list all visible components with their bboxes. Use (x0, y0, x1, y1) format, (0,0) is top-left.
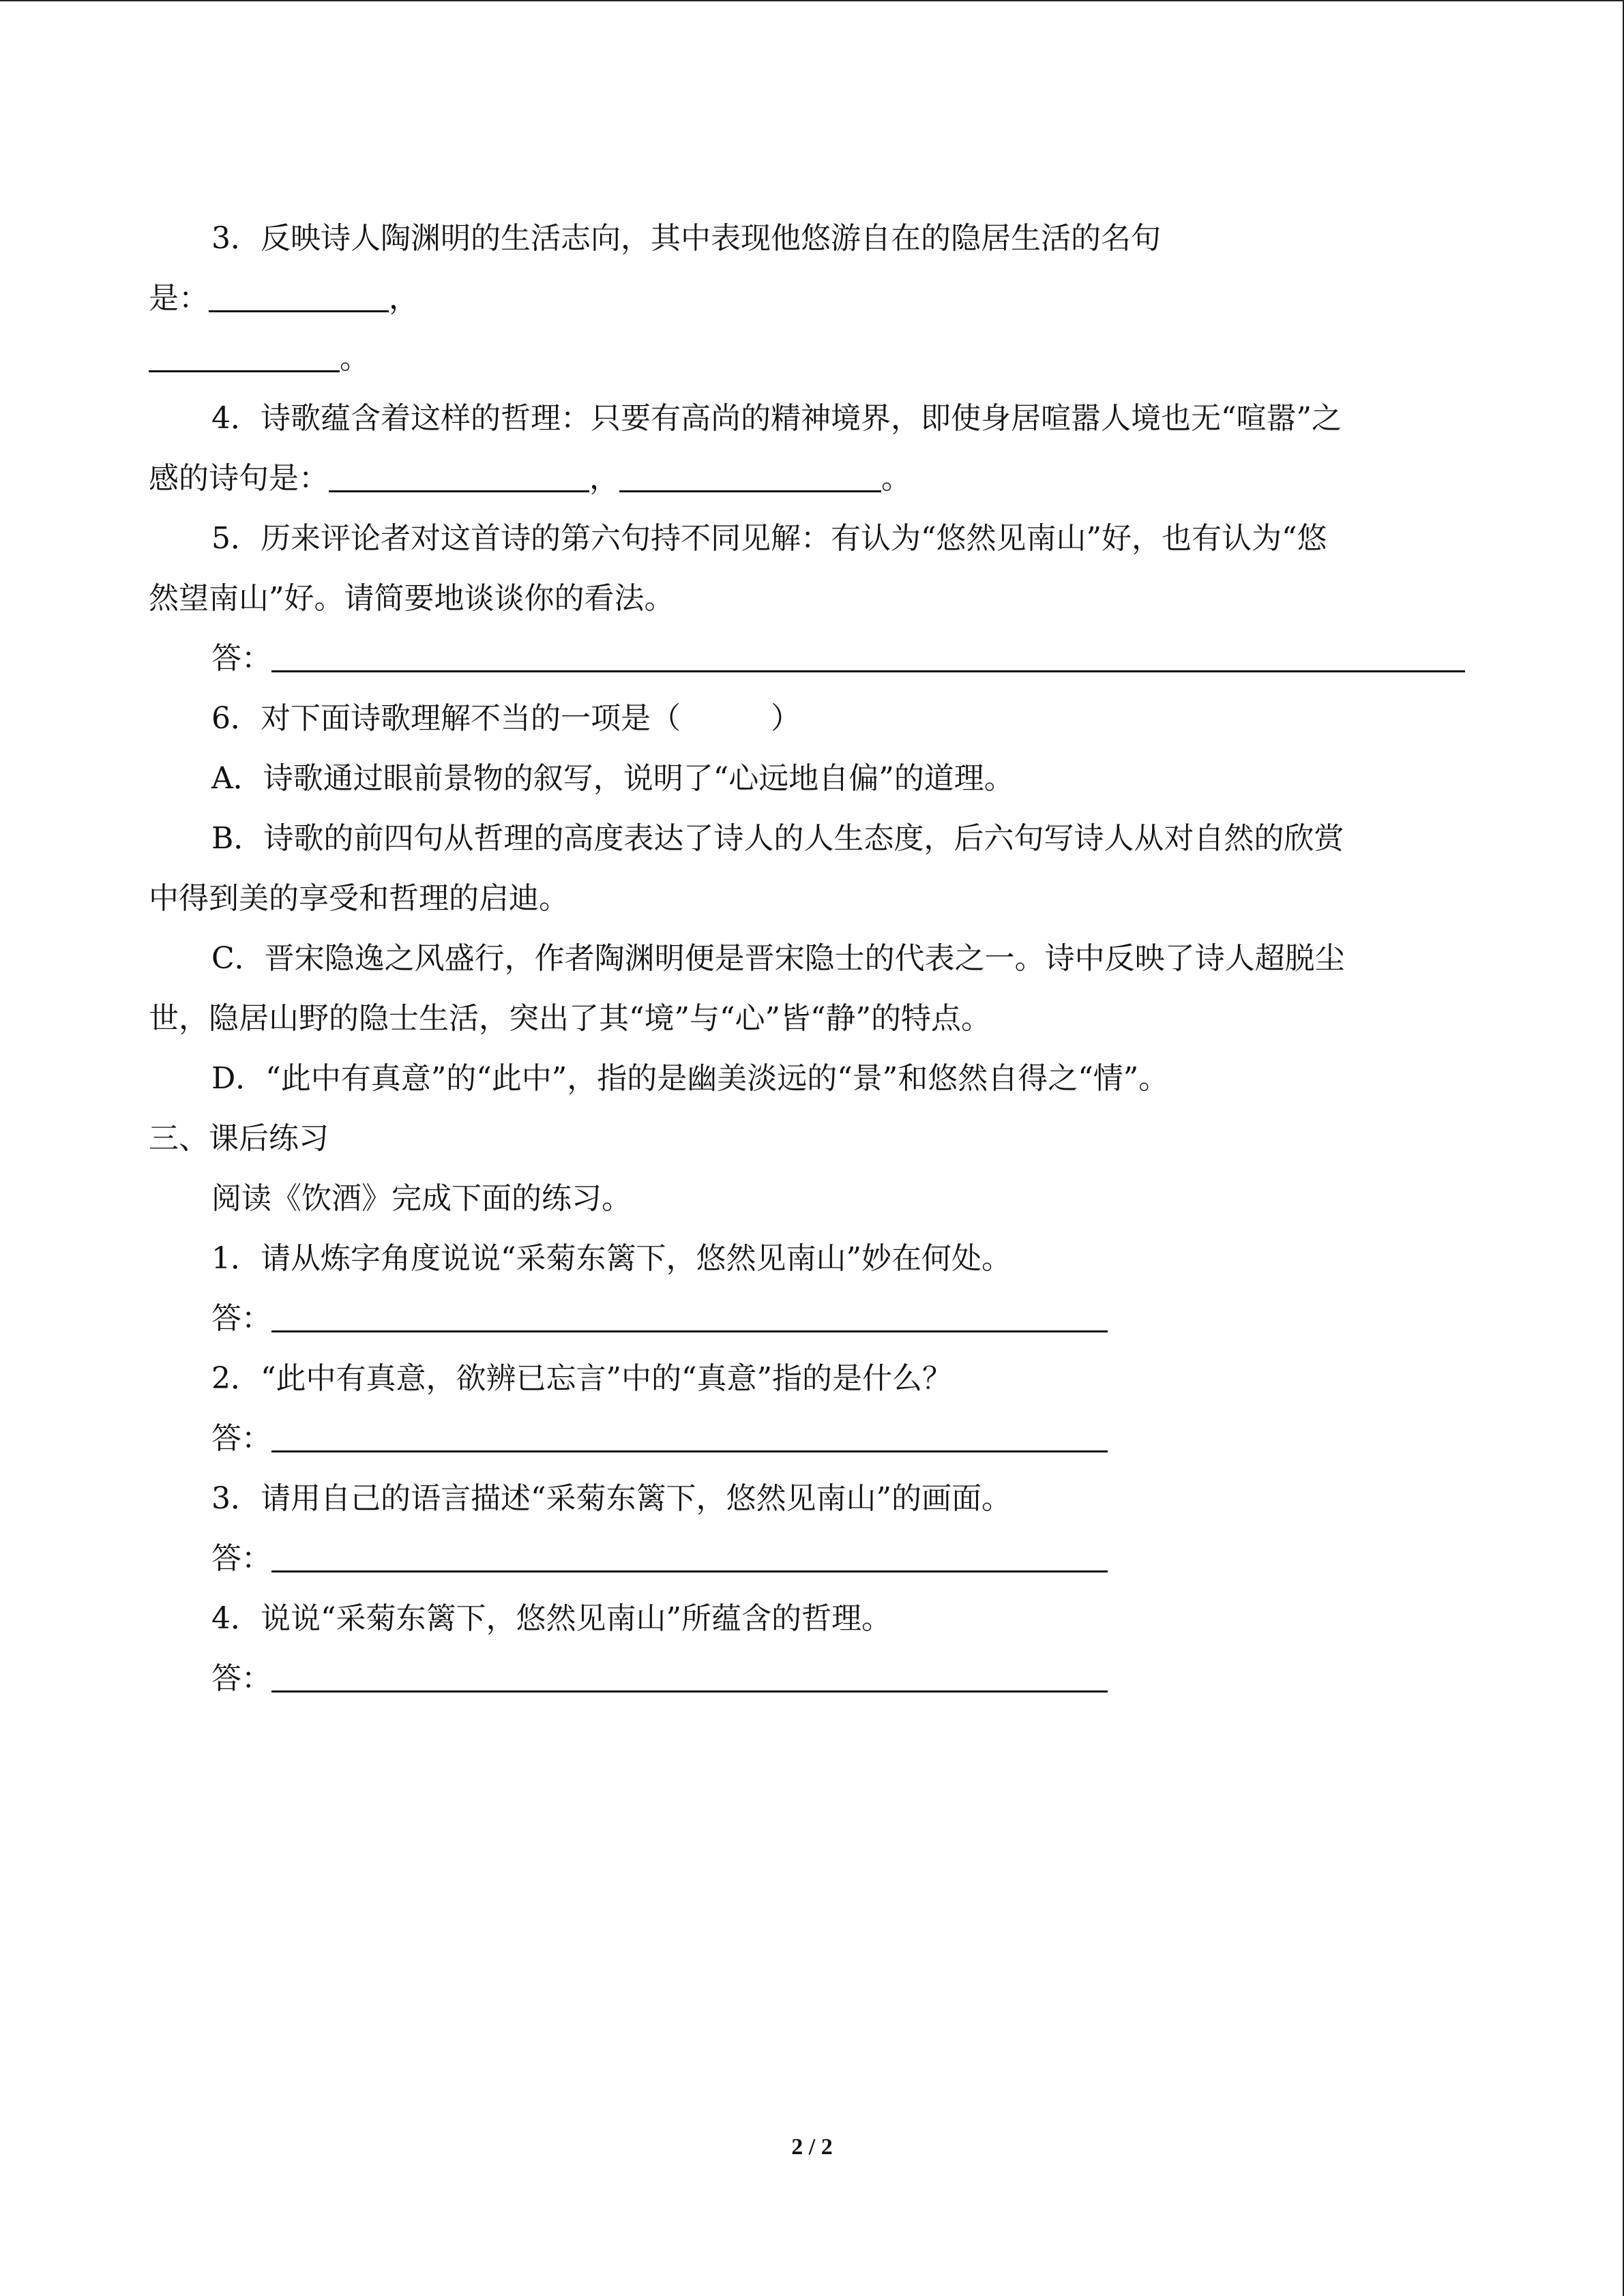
page-number: 2 / 2 (791, 2134, 833, 2160)
exercise-3-answer-label: 答： (211, 1541, 271, 1576)
q4-comma: ， (589, 461, 619, 496)
q4-period: 。 (881, 461, 911, 496)
q4-blank-2[interactable] (619, 460, 881, 492)
q6-option-a: A．诗歌通过眼前景物的叙写，说明了“心远地自偏”的道理。 (211, 761, 1014, 796)
exercise-3-answer-line[interactable] (271, 1540, 1108, 1572)
exercise-1-text: 1．请从炼字角度说说“采菊东篱下，悠然见南山”妙在何处。 (211, 1241, 1012, 1276)
section3-heading: 三、课后练习 (149, 1121, 329, 1156)
q3-blank-1[interactable] (209, 280, 389, 312)
q3-blank-2[interactable] (149, 340, 340, 372)
q5-line2: 然望南山”好。请简要地谈谈你的看法。 (149, 581, 675, 616)
exercise-2-answer-label: 答： (211, 1421, 271, 1456)
exercise-2-text: 2．“此中有真意，欲辨已忘言”中的“真意”指的是什么？ (211, 1361, 952, 1396)
exercise-4-answer-line[interactable] (271, 1660, 1108, 1693)
q6-option-b-line1: B．诗歌的前四句从哲理的高度表达了诗人的人生态度，后六句写诗人从对自然的欣赏 (211, 821, 1344, 856)
q3-comma: ， (389, 281, 419, 316)
q4-line1: 4．诗歌蕴含着这样的哲理：只要有高尚的精神境界，即使身居喧嚣人境也无“喧嚣”之 (211, 401, 1342, 436)
exercise-3-answer-row (149, 1529, 1475, 1589)
exercise-2-answer-row (149, 1409, 1475, 1469)
q3-line3 (149, 329, 1475, 389)
worksheet-content (149, 209, 1475, 1709)
section3-intro: 阅读《饮酒》完成下面的练习。 (211, 1181, 632, 1216)
exercise-1-answer-label: 答： (211, 1301, 271, 1336)
q3-period: 。 (340, 341, 370, 376)
exercise-4-text: 4．说说“采菊东篱下，悠然见南山”所蕴含的哲理。 (211, 1601, 891, 1636)
q4-blank-1[interactable] (329, 460, 589, 492)
q6-option-b-line2: 中得到美的享受和哲理的启迪。 (149, 881, 569, 916)
q6-option-c-line1: C．晋宋隐逸之风盛行，作者陶渊明便是晋宋隐士的代表之一。诗中反映了诗人超脱尘 (211, 941, 1345, 976)
q3-prefix: 是： (149, 281, 209, 316)
q4-prefix: 感的诗句是： (149, 461, 329, 496)
q3-line2 (149, 269, 1475, 329)
q4-line2 (149, 449, 1475, 509)
q3-line1: 3．反映诗人陶渊明的生活志向，其中表现他悠游自在的隐居生活的名句 (211, 221, 1161, 256)
q6-stem: 6．对下面诗歌理解不当的一项是（ ） (211, 701, 801, 736)
q5-answer-line[interactable] (271, 640, 1465, 672)
exercise-1-answer-line[interactable] (271, 1300, 1108, 1332)
exercise-2-answer-line[interactable] (271, 1420, 1108, 1452)
q5-answer-row (149, 629, 1475, 689)
q5-answer-label: 答： (211, 641, 271, 676)
q6-option-c-line2: 世，隐居山野的隐士生活，突出了其“境”与“心”皆“静”的特点。 (149, 1001, 991, 1036)
exercise-4-answer-row (149, 1649, 1475, 1709)
q5-line1: 5．历来评论者对这首诗的第六句持不同见解：有认为“悠然见南山”好，也有认为“悠 (211, 521, 1327, 556)
q6-option-d: D．“此中有真意”的“此中”，指的是幽美淡远的“景”和悠然自得之“情”。 (211, 1061, 1169, 1096)
exercise-1-answer-row (149, 1289, 1475, 1349)
exercise-4-answer-label: 答： (211, 1661, 271, 1696)
exercise-3-text: 3．请用自己的语言描述“采菊东篱下，悠然见南山”的画面。 (211, 1481, 1012, 1516)
